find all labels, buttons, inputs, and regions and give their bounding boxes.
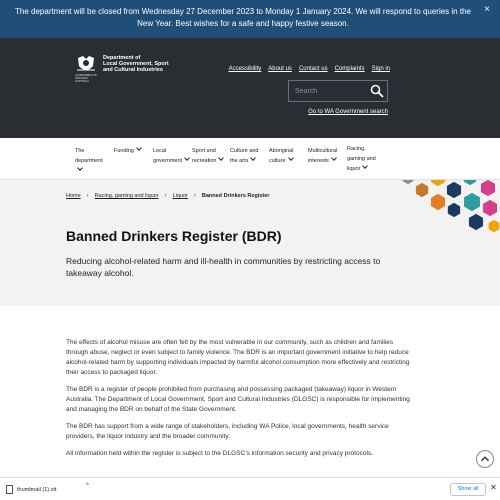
- search-icon[interactable]: [370, 84, 384, 98]
- content-paragraph: The BDR is a register of people prohibited from purchasing and possessing packaged (takeaway) liquor in Western Australia. The Department of Local Government, Sport and Cultural Industries (DLGSC) is responsible for implementing and managing the BDR on behalf of the State Government.: [66, 386, 410, 413]
- about-us-link[interactable]: About us: [268, 66, 292, 72]
- breadcrumb-home-link[interactable]: Home: [66, 193, 81, 199]
- download-file-name: thumbnail (1).vtt: [17, 486, 57, 493]
- nav-culture-and-the-arts[interactable]: Culture and the arts: [230, 148, 259, 164]
- search-input[interactable]: [289, 81, 367, 101]
- breadcrumb-liquor-link[interactable]: Liquor: [172, 193, 188, 199]
- chevron-down-icon: [331, 155, 337, 161]
- chevron-up-icon: [481, 457, 488, 461]
- decorative-hexagon: [430, 180, 446, 187]
- utility-nav: [229, 66, 390, 72]
- chevron-down-icon: [363, 163, 369, 169]
- nav-aboriginal-culture[interactable]: Aboriginal culture: [269, 148, 294, 164]
- file-icon: [6, 485, 13, 494]
- chevron-down-icon: [219, 155, 225, 161]
- content-paragraph: All information held within the register is subject to the DLGSC’s information security and privacy protocols.: [66, 450, 373, 457]
- main-nav: [0, 138, 500, 180]
- breadcrumb: [66, 193, 269, 199]
- chevron-down-icon: [288, 155, 294, 161]
- decorative-hexagon: [482, 199, 498, 217]
- contact-us-link[interactable]: Contact us: [298, 66, 328, 72]
- decorative-hexagon: [468, 213, 484, 231]
- download-bar: [0, 477, 500, 500]
- decorative-hexagon: [446, 181, 462, 199]
- breadcrumb-current: Banned Drinkers Register: [201, 193, 270, 199]
- main-content: [66, 338, 416, 466]
- hexagon-pattern: [398, 180, 500, 240]
- breadcrumb-separator: ›: [164, 193, 167, 199]
- decorative-hexagon: [463, 180, 477, 186]
- content-paragraph: The BDR has support from a wide range of stakeholders, including WA Police, local governments, health service providers, the liquor industry and the broader community.: [66, 423, 389, 440]
- sign-in-link[interactable]: Sign in: [371, 66, 390, 72]
- crest-caption: GOVERNMENT OF WESTERN AUSTRALIA: [75, 74, 98, 83]
- logo-line-3: and Cultural Industries: [103, 67, 163, 73]
- decorative-hexagon: [415, 182, 429, 198]
- page-subtitle: Reducing alcohol-related harm and ill-health in communities by restricting access to takeaway alcohol.: [66, 256, 381, 278]
- nav-the-department[interactable]: The department: [75, 146, 103, 176]
- decorative-hexagon: [488, 219, 500, 233]
- breadcrumb-separator: ›: [86, 193, 89, 199]
- accessibility-link[interactable]: Accessibility: [228, 66, 262, 72]
- breadcrumb-racing-link[interactable]: Racing, gaming and liquor: [94, 193, 159, 199]
- breadcrumb-separator: ›: [193, 193, 196, 199]
- logo-text: [103, 55, 169, 73]
- content-paragraph: The effects of alcohol misuse are often felt by the most vulnerable in our community, such as children and families through abuse, neglect or even subject to family violence. The BDR is an important government initiative to help reduce alcohol-related harm by supporting individuals impacted by harmful alcohol consumption more effectively and restricting their access to packaged liquor.: [66, 339, 410, 376]
- site-search: [288, 80, 388, 102]
- closure-alert-banner: [0, 0, 500, 38]
- nav-sport-and-recreation[interactable]: Sport and recreation: [192, 146, 223, 166]
- site-header: [0, 38, 500, 138]
- chevron-down-icon: [77, 165, 83, 171]
- nav-funding[interactable]: Funding: [114, 146, 141, 156]
- alert-close-icon[interactable]: ×: [484, 4, 490, 15]
- decorative-hexagon: [430, 193, 446, 211]
- download-item[interactable]: [6, 483, 56, 496]
- alert-text: The department will be closed from Wednesday 27 December 2023 to Monday 1 January 2024. We will respond to queries in the New Year. Best wishes for a safe and happy festive season.: [15, 7, 471, 28]
- back-to-top-button[interactable]: [476, 450, 494, 468]
- page-title: Banned Drinkers Register (BDR): [66, 228, 282, 244]
- wa-crest-icon: [75, 54, 97, 76]
- decorative-hexagon: [463, 192, 480, 212]
- decorative-hexagon: [402, 180, 414, 185]
- close-download-bar-icon[interactable]: ✕: [490, 483, 497, 492]
- logo-line-1: Department of: [103, 55, 141, 61]
- download-options-chevron-icon[interactable]: ^: [86, 483, 89, 489]
- chevron-down-icon: [251, 155, 257, 161]
- chevron-down-icon: [184, 155, 190, 161]
- dlgsc-logo[interactable]: [75, 54, 175, 83]
- wa-government-search-link[interactable]: Go to WA Government search: [308, 109, 388, 115]
- decorative-hexagon: [480, 180, 496, 197]
- complaints-link[interactable]: Complaints: [334, 66, 365, 72]
- chevron-down-icon: [136, 145, 142, 151]
- show-all-downloads-button[interactable]: Show all: [450, 483, 486, 496]
- decorative-hexagon: [447, 202, 461, 218]
- logo-line-2: Local Government, Sport: [103, 61, 169, 67]
- nav-racing-gaming-and-liquor[interactable]: Racing, gaming and liquor: [347, 146, 376, 172]
- nav-multicultural-interests[interactable]: Multicultural interests: [308, 148, 338, 164]
- nav-local-government[interactable]: Local government: [153, 146, 189, 166]
